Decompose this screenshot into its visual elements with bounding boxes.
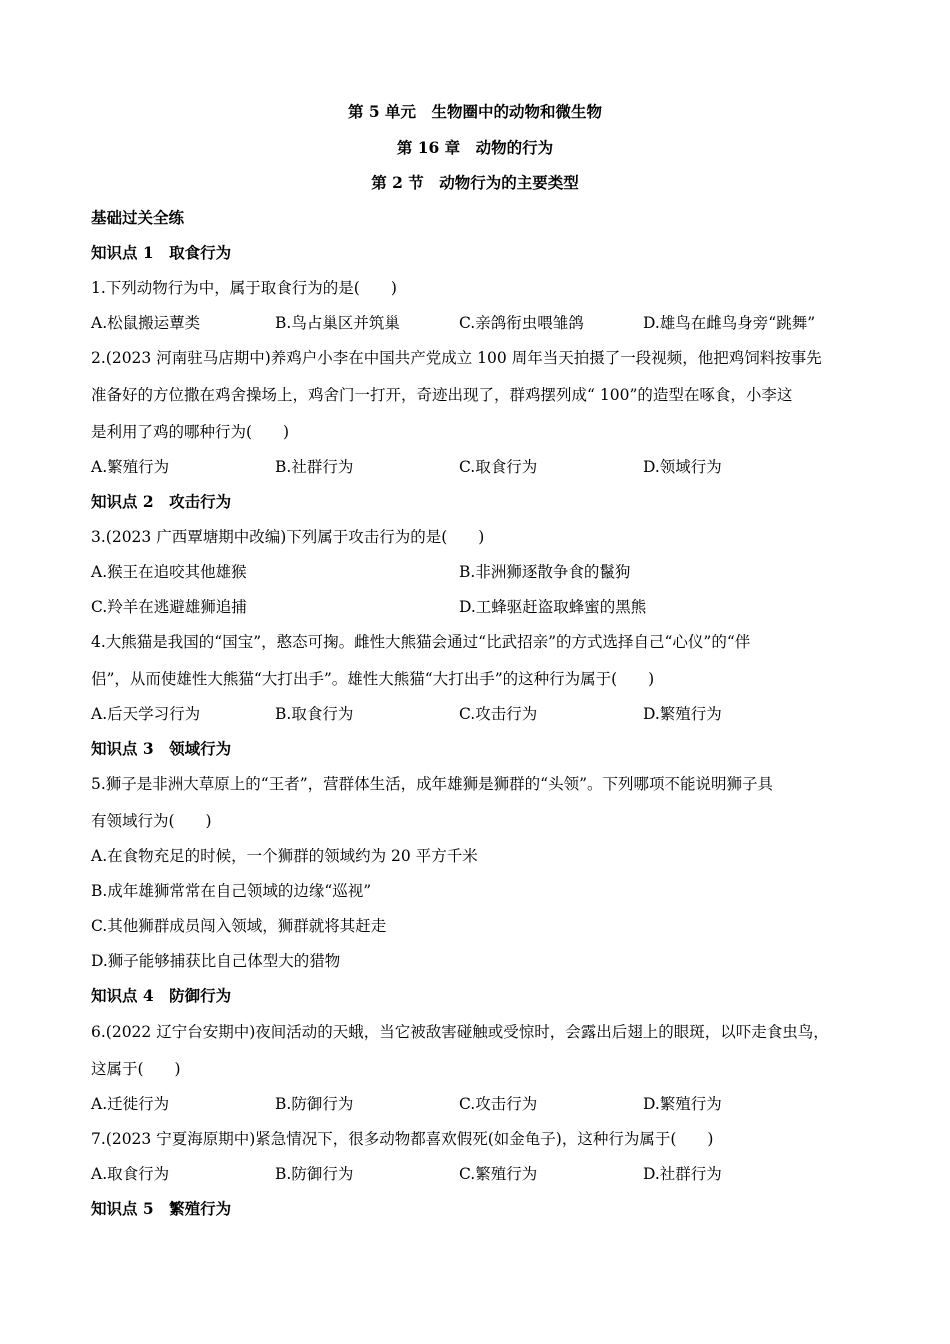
- question-4-option-d: D.繁殖行为: [643, 705, 722, 723]
- question-7-option-b: B.防御行为: [275, 1165, 354, 1183]
- question-3-stem: 3.(2023 广西覃塘期中改编)下列属于攻击行为的是( ): [91, 528, 485, 546]
- question-2-option-b: B.社群行为: [275, 458, 354, 476]
- question-6-option-c: C.攻击行为: [459, 1095, 538, 1113]
- question-7-option-c: C.繁殖行为: [459, 1165, 538, 1183]
- question-1-stem: 1.下列动物行为中，属于取食行为的是( ): [91, 279, 397, 297]
- knowledge-point-1: 知识点 1 取食行为: [91, 243, 232, 262]
- question-1-option-a: A.松鼠搬运蕈类: [91, 314, 201, 332]
- knowledge-point-5: 知识点 5 繁殖行为: [91, 1199, 232, 1218]
- question-3-option-c: C.羚羊在逃避雄狮追捕: [91, 598, 247, 616]
- question-6-option-b: B.防御行为: [275, 1095, 354, 1113]
- question-5-stem-line-1: 5.狮子是非洲大草原上的“王者”，营群体生活，成年雄狮是狮群的“头领”。下列哪项不能说明狮子具: [91, 775, 773, 793]
- question-1-option-b: B.鸟占巢区并筑巢: [275, 314, 400, 332]
- question-2-stem-line-2: 准备好的方位撒在鸡舍操场上，鸡舍门一打开，奇迹出现了，群鸡摆列成“ 100”的造型在啄食，小李这: [91, 386, 793, 404]
- question-4-stem-line-2: 侣”，从而使雄性大熊猫“大打出手”。雄性大熊猫“大打出手”的这种行为属于( ): [91, 670, 655, 688]
- unit-title: 第 5 单元 生物圈中的动物和微生物: [347, 102, 603, 121]
- knowledge-point-4: 知识点 4 防御行为: [91, 986, 232, 1005]
- section-title: 第 2 节 动物行为的主要类型: [371, 173, 579, 192]
- question-4-option-c: C.攻击行为: [459, 705, 538, 723]
- question-3-option-d: D.工蜂驱赶盗取蜂蜜的黑熊: [459, 598, 647, 616]
- chapter-title: 第 16 章 动物的行为: [396, 138, 554, 157]
- question-2-option-c: C.取食行为: [459, 458, 538, 476]
- question-2-stem-line-1: 2.(2023 河南驻马店期中)养鸡户小李在中国共产党成立 100 周年当天拍摄了一段视频，他把鸡饲料按事先: [91, 349, 822, 367]
- question-6-option-d: D.繁殖行为: [643, 1095, 722, 1113]
- question-4-option-a: A.后天学习行为: [91, 705, 201, 723]
- question-1-option-d: D.雄鸟在雌鸟身旁“跳舞”: [643, 314, 816, 332]
- question-7-stem: 7.(2023 宁夏海原期中)紧急情况下，很多动物都喜欢假死(如金龟子)，这种行为属于( ): [91, 1130, 714, 1148]
- question-7-option-d: D.社群行为: [643, 1165, 722, 1183]
- question-3-option-a: A.猴王在追咬其他雄猴: [91, 563, 247, 581]
- question-5-option-d: D.狮子能够捕获比自己体型大的猎物: [91, 952, 341, 970]
- question-6-stem-line-2: 这属于( ): [91, 1060, 181, 1078]
- knowledge-point-3: 知识点 3 领域行为: [91, 739, 232, 758]
- question-5-option-b: B.成年雄狮常常在自己领域的边缘“巡视”: [91, 882, 372, 900]
- question-2-stem-line-3: 是利用了鸡的哪种行为( ): [91, 423, 290, 441]
- question-6-option-a: A.迁徙行为: [91, 1095, 170, 1113]
- question-7-option-a: A.取食行为: [91, 1165, 170, 1183]
- question-2-option-d: D.领域行为: [643, 458, 722, 476]
- question-5-option-a: A.在食物充足的时候，一个狮群的领域约为 20 平方千米: [91, 847, 478, 865]
- question-5-option-c: C.其他狮群成员闯入领域，狮群就将其赶走: [91, 917, 387, 935]
- knowledge-point-2: 知识点 2 攻击行为: [91, 492, 232, 511]
- question-4-stem-line-1: 4.大熊猫是我国的“国宝”，憨态可掬。雌性大熊猫会通过“比武招亲”的方式选择自己“心仪”的“伴: [91, 633, 751, 651]
- question-1-option-c: C.亲鸽衔虫喂雏鸽: [459, 314, 584, 332]
- question-3-option-b: B.非洲狮逐散争食的鬣狗: [459, 563, 631, 581]
- practice-title: 基础过关全练: [91, 208, 185, 227]
- question-2-option-a: A.繁殖行为: [91, 458, 170, 476]
- question-6-stem-line-1: 6.(2022 辽宁台安期中)夜间活动的天蛾，当它被敌害碰触或受惊时，会露出后翅上的眼斑，以吓走食虫鸟，: [91, 1023, 829, 1041]
- question-5-stem-line-2: 有领域行为( ): [91, 812, 212, 830]
- question-4-option-b: B.取食行为: [275, 705, 354, 723]
